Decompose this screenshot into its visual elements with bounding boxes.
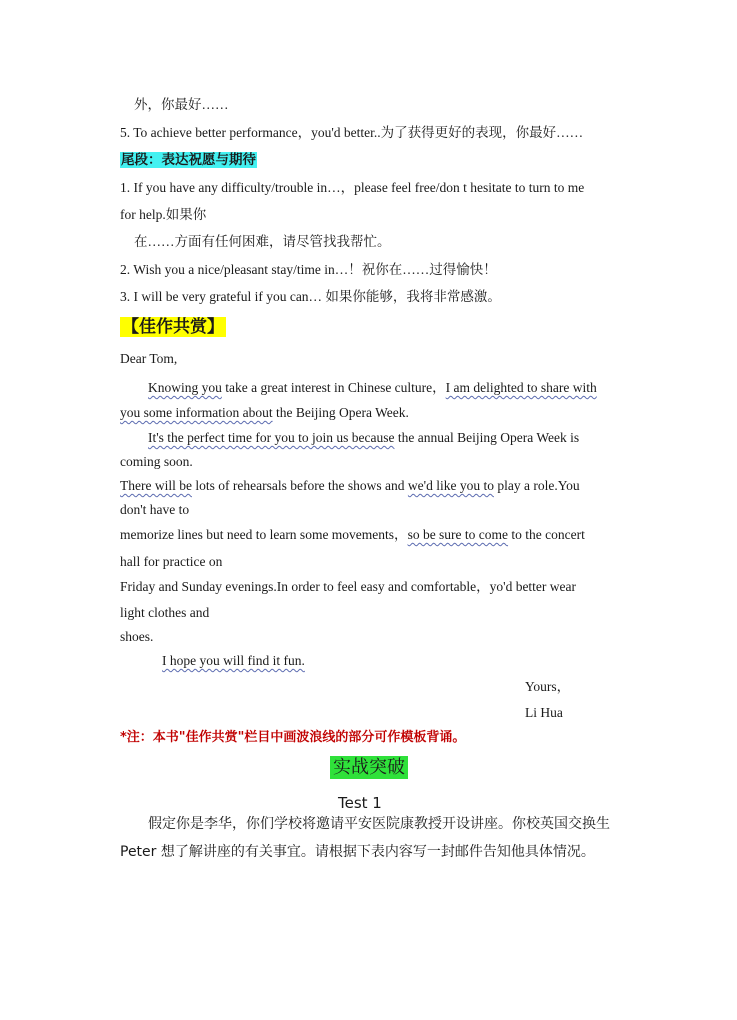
body-text: play a role.You [493, 478, 580, 493]
phrase-item-5: 5. To achieve better performance，you'd better..为了获得更好的表现，你最好…… [120, 125, 584, 140]
letter-signature: Li Hua [525, 705, 563, 720]
paragraph-3-line-3 [120, 526, 585, 544]
body-text: the Beijing Opera Week. [272, 405, 409, 420]
template-phrase: It's the perfect time for you to join us because [148, 430, 395, 445]
template-note: *注：本书"佳作共赏"栏目中画波浪线的部分可作模板背诵。 [120, 730, 466, 745]
practice-prompt-line-1: 假定你是李华，你们学校将邀请平安医院康教授开设讲座。你校英国交换生 [148, 816, 610, 832]
paragraph-3-line-1 [120, 477, 580, 495]
sample-heading: 【佳作共赏】 [122, 317, 224, 337]
paragraph-1-line-2 [120, 404, 409, 422]
closing-item-1-line-2: for help.如果你 [120, 207, 207, 222]
template-phrase: There will be [120, 478, 192, 493]
closing-item-2: 2. Wish you a nice/pleasant stay/time in…！祝你在……过得愉快！ [120, 262, 497, 277]
closing-item-1-line-1: 1. If you have any difficulty/trouble in…，please feel free/don t hesitate to turn to me [120, 180, 585, 195]
body-text: memorize lines but need to learn some movements， [120, 527, 408, 542]
practice-heading: 实战突破 [330, 756, 408, 779]
paragraph-4 [162, 652, 305, 670]
template-phrase: so be sure to come [407, 527, 509, 542]
template-phrase: I am delighted to share with [445, 380, 597, 395]
closing-item-3: 3. I will be very grateful if you can… 如果你能够，我将非常感激。 [120, 289, 501, 304]
letter-closing: Yours， [525, 679, 571, 694]
body-text: to the concert [508, 527, 585, 542]
paragraph-1-line-1 [148, 379, 597, 397]
closing-section-heading: 尾段：表达祝愿与期待 [121, 152, 256, 168]
closing-section-heading-row [120, 151, 257, 169]
paragraph-3-line-2: don't have to [120, 502, 190, 517]
paragraph-3-line-4: hall for practice on [120, 554, 223, 569]
template-phrase: we'd like you to [407, 478, 494, 493]
phrase-continuation: 外，你最好…… [134, 97, 229, 112]
practice-prompt-line-2: Peter 想了解讲座的有关事宜。请根据下表内容写一封邮件告知他具体情况。 [120, 844, 595, 860]
closing-item-1-line-3: 在……方面有任何困难，请尽管找我帮忙。 [134, 234, 391, 249]
paragraph-2-line-2: coming soon. [120, 454, 193, 469]
template-phrase: you some information about [120, 405, 273, 420]
template-phrase: I hope you will find it fun. [162, 653, 305, 668]
body-text: take a great interest in Chinese culture， [221, 380, 446, 395]
paragraph-3-line-5: Friday and Sunday evenings.In order to feel easy and comfortable，yo'd better wear [120, 579, 577, 594]
paragraph-3-line-6: light clothes and [120, 605, 210, 620]
body-text: lots of rehearsals before the shows and [191, 478, 408, 493]
test-title: Test 1 [338, 794, 382, 812]
practice-heading-row [330, 756, 408, 781]
body-text: the annual Beijing Opera Week is [394, 430, 580, 445]
paragraph-2-line-1 [148, 429, 579, 447]
sample-heading-row [120, 316, 226, 339]
salutation: Dear Tom, [120, 351, 178, 366]
paragraph-3-line-7: shoes. [120, 629, 154, 644]
template-phrase: Knowing you [148, 380, 222, 395]
